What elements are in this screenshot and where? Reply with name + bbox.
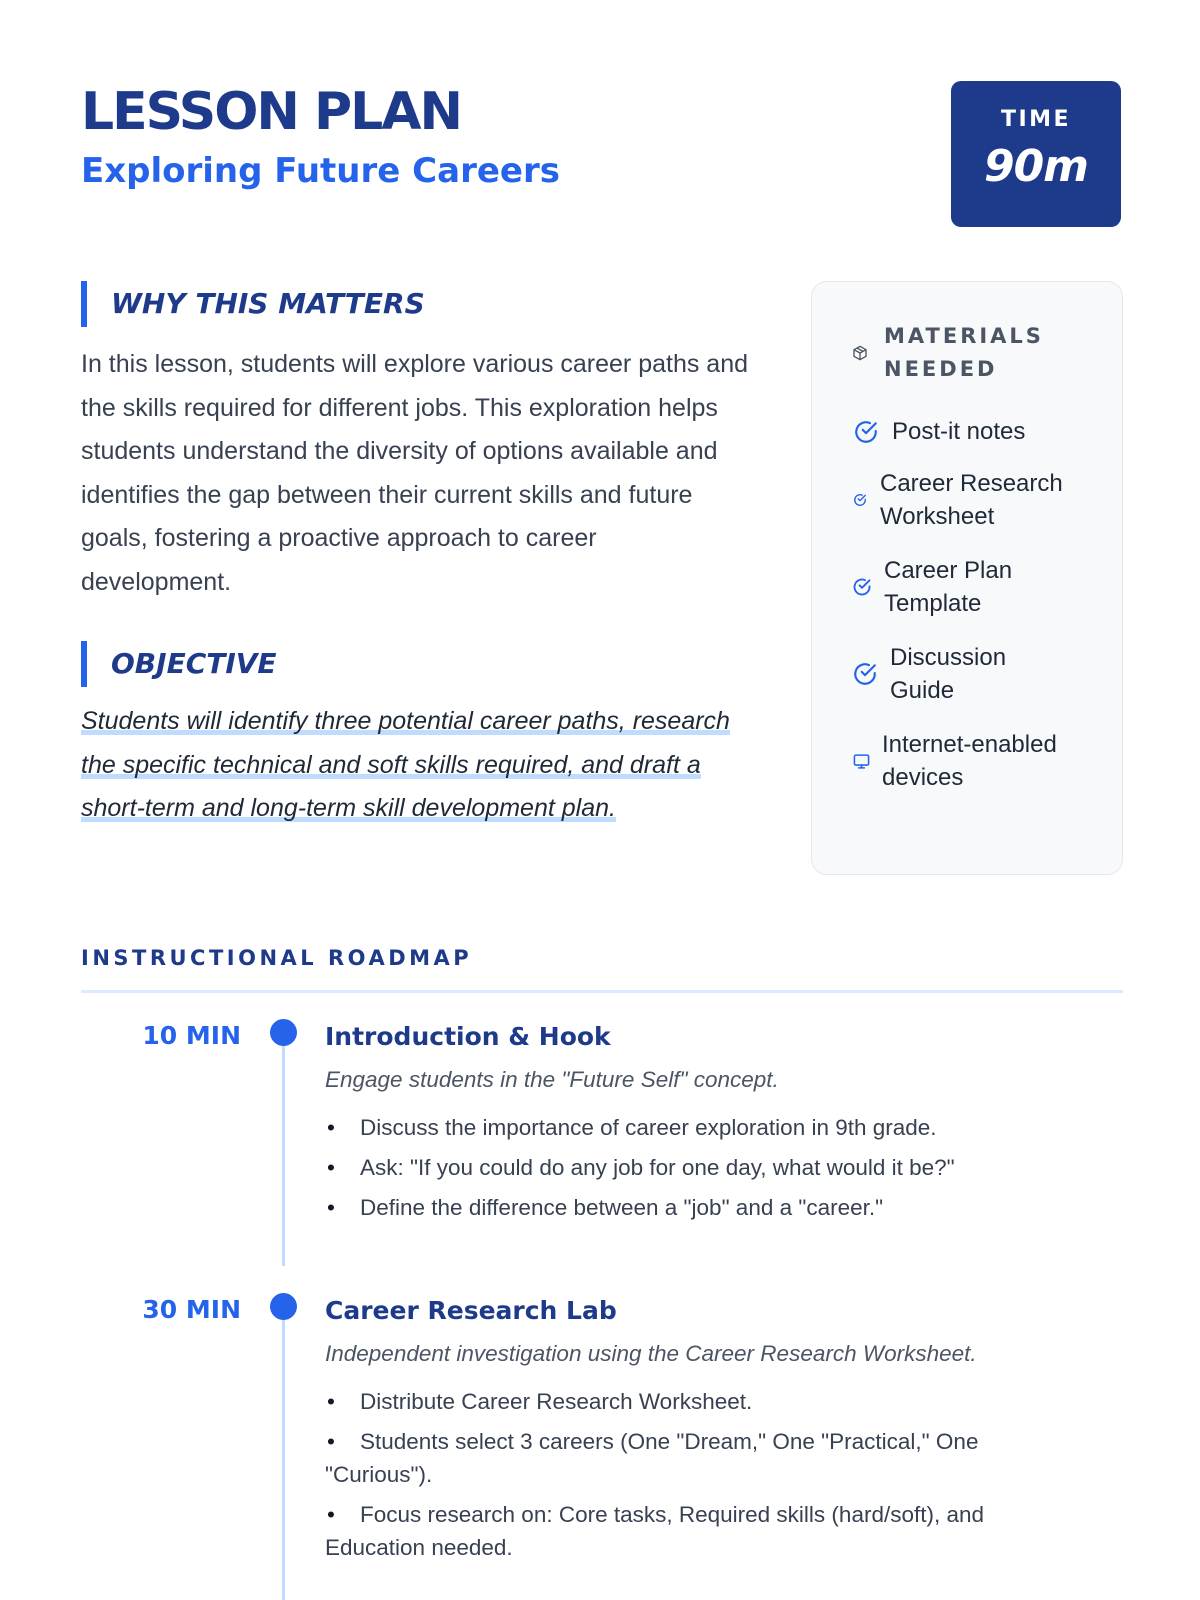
material-item (852, 554, 1102, 620)
step-title: Career Research Lab (325, 1296, 617, 1325)
materials-card (811, 281, 1123, 875)
time-label: TIME (1000, 107, 1072, 132)
step-duration: 30 MIN (142, 1295, 241, 1324)
step-subtitle: Independent investigation using the Career Research Worksheet. (325, 1341, 977, 1366)
page-title: LESSON PLAN (81, 82, 462, 142)
material-item (852, 641, 1102, 707)
roadmap-divider (81, 990, 1123, 993)
time-badge (951, 81, 1121, 227)
step-bullet: • Distribute Career Research Worksheet. (325, 1385, 1060, 1418)
step-duration: 10 MIN (142, 1021, 241, 1050)
material-item (852, 415, 1102, 448)
page-subtitle: Exploring Future Careers (81, 151, 560, 191)
materials-header (852, 320, 1074, 386)
step-bullet: • Students select 3 careers (One "Dream," One "Practical," One "Curious"). (325, 1425, 1060, 1491)
box-icon (852, 345, 868, 361)
objective-highlight: Students will identify three potential career paths, research the specific technical and soft skills required, and draft a short-term and long-term skill development plan. (81, 707, 730, 822)
why-heading: WHY THIS MATTERS (81, 281, 425, 327)
material-item (852, 467, 1102, 533)
objective-text (81, 700, 751, 831)
check-circle-icon (852, 419, 880, 445)
timeline-line (282, 1036, 285, 1266)
step-bullet: • Ask: "If you could do any job for one day, what would it be?" (325, 1151, 1060, 1184)
step-title: Introduction & Hook (325, 1022, 611, 1051)
material-label: Discussion Guide (890, 644, 1007, 704)
step-bullet: • Focus research on: Core tasks, Required skills (hard/soft), and Education needed. (325, 1498, 1060, 1564)
step-bullets (325, 1111, 1060, 1231)
check-circle-icon (852, 577, 872, 597)
roadmap-heading: INSTRUCTIONAL ROADMAP (81, 946, 473, 970)
objective-heading: OBJECTIVE (81, 641, 277, 687)
timeline-line (282, 1310, 285, 1600)
why-text: In this lesson, students will explore various career paths and the skills required for different jobs. This exploration helps students understand the diversity of options available and identifies the gap between their current skills and future goals, fostering a proactive approach to career development. (81, 350, 749, 596)
step-subtitle: Engage students in the "Future Self" concept. (325, 1067, 779, 1092)
time-value: 90m (983, 141, 1089, 192)
timeline-dot (270, 1293, 297, 1320)
check-circle-icon (852, 493, 868, 507)
step-bullets (325, 1385, 1060, 1571)
timeline-dot (270, 1019, 297, 1046)
material-label: Career Research Worksheet (880, 470, 1063, 530)
step-bullet: • Discuss the importance of career exploration in 9th grade. (325, 1111, 1060, 1144)
materials-heading: MATERIALS NEEDED (884, 324, 1044, 381)
material-label: Internet-enabled devices (882, 731, 1057, 791)
material-label: Post-it notes (892, 418, 1026, 445)
step-bullet: • Define the difference between a "job" and a "career." (325, 1191, 1060, 1224)
monitor-icon (852, 753, 870, 770)
material-item (852, 728, 1102, 794)
check-circle-icon (852, 661, 878, 687)
material-label: Career Plan Template (884, 557, 1013, 617)
